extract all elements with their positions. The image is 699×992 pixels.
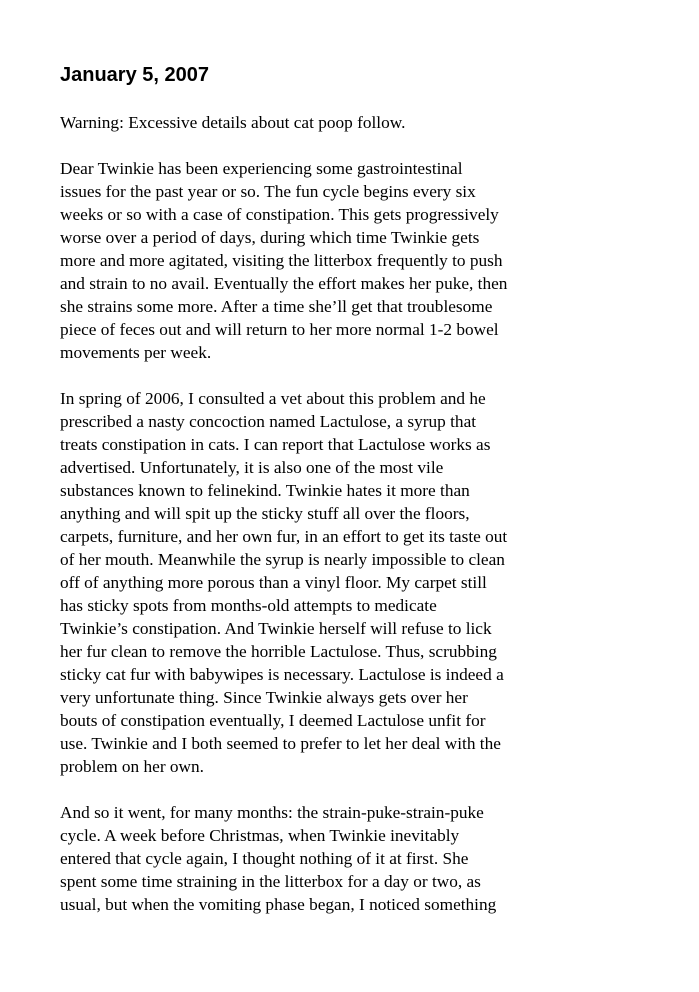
text-line: issues for the past year or so. The fun cycle begins every six — [60, 182, 476, 201]
text-line: use. Twinkie and I both seemed to prefer to let her deal with the — [60, 734, 501, 753]
text-line: substances known to felinekind. Twinkie hates it more than — [60, 481, 470, 500]
text-line: and strain to no avail. Eventually the effort makes her puke, then — [60, 274, 508, 293]
text-line: In spring of 2006, I consulted a vet about this problem and he — [60, 389, 486, 408]
text-line: spent some time straining in the litterbox for a day or two, as — [60, 872, 481, 891]
text-line: very unfortunate thing. Since Twinkie always gets over her — [60, 688, 468, 707]
text-line: worse over a period of days, during which time Twinkie gets — [60, 228, 480, 247]
text-line: problem on her own. — [60, 757, 204, 776]
text-line: entered that cycle again, I thought nothing of it at first. She — [60, 849, 469, 868]
text-line: Twinkie’s constipation. And Twinkie herself will refuse to lick — [60, 619, 492, 638]
text-line: Dear Twinkie has been experiencing some gastrointestinal — [60, 159, 463, 178]
paragraph-lactulose — [60, 387, 595, 778]
document-page — [60, 62, 595, 939]
text-line: advertised. Unfortunately, it is also one of the most vile — [60, 458, 444, 477]
text-line: has sticky spots from months-old attempts to medicate — [60, 596, 437, 615]
paragraph-warning — [60, 111, 595, 134]
text-line: And so it went, for many months: the strain-puke-strain-puke — [60, 803, 484, 822]
text-line: of her mouth. Meanwhile the syrup is nearly impossible to clean — [60, 550, 505, 569]
page-title: January 5, 2007 — [60, 64, 209, 86]
paragraph-christmas — [60, 801, 595, 916]
text-line: treats constipation in cats. I can report that Lactulose works as — [60, 435, 491, 454]
text-line: she strains some more. After a time she’ll get that troublesome — [60, 297, 493, 316]
text-line: more and more agitated, visiting the litterbox frequently to push — [60, 251, 503, 270]
text-line: cycle. A week before Christmas, when Twinkie inevitably — [60, 826, 460, 845]
text-line: weeks or so with a case of constipation. This gets progressively — [60, 205, 499, 224]
text-line: bouts of constipation eventually, I deemed Lactulose unfit for — [60, 711, 486, 730]
text-line: her fur clean to remove the horrible Lactulose. Thus, scrubbing — [60, 642, 497, 661]
text-line: anything and will spit up the sticky stuff all over the floors, — [60, 504, 470, 523]
text-line: usual, but when the vomiting phase began, I noticed something — [60, 895, 497, 914]
text-line: sticky cat fur with babywipes is necessary. Lactulose is indeed a — [60, 665, 504, 684]
text-line: carpets, furniture, and her own fur, in an effort to get its taste out — [60, 527, 508, 546]
text-line: Warning: Excessive details about cat poop follow. — [60, 113, 406, 132]
text-line: prescribed a nasty concoction named Lactulose, a syrup that — [60, 412, 477, 431]
text-line: piece of feces out and will return to her more normal 1-2 bowel — [60, 320, 499, 339]
text-line: movements per week. — [60, 343, 212, 362]
text-line: off of anything more porous than a vinyl floor. My carpet still — [60, 573, 487, 592]
paragraph-intro — [60, 157, 595, 364]
